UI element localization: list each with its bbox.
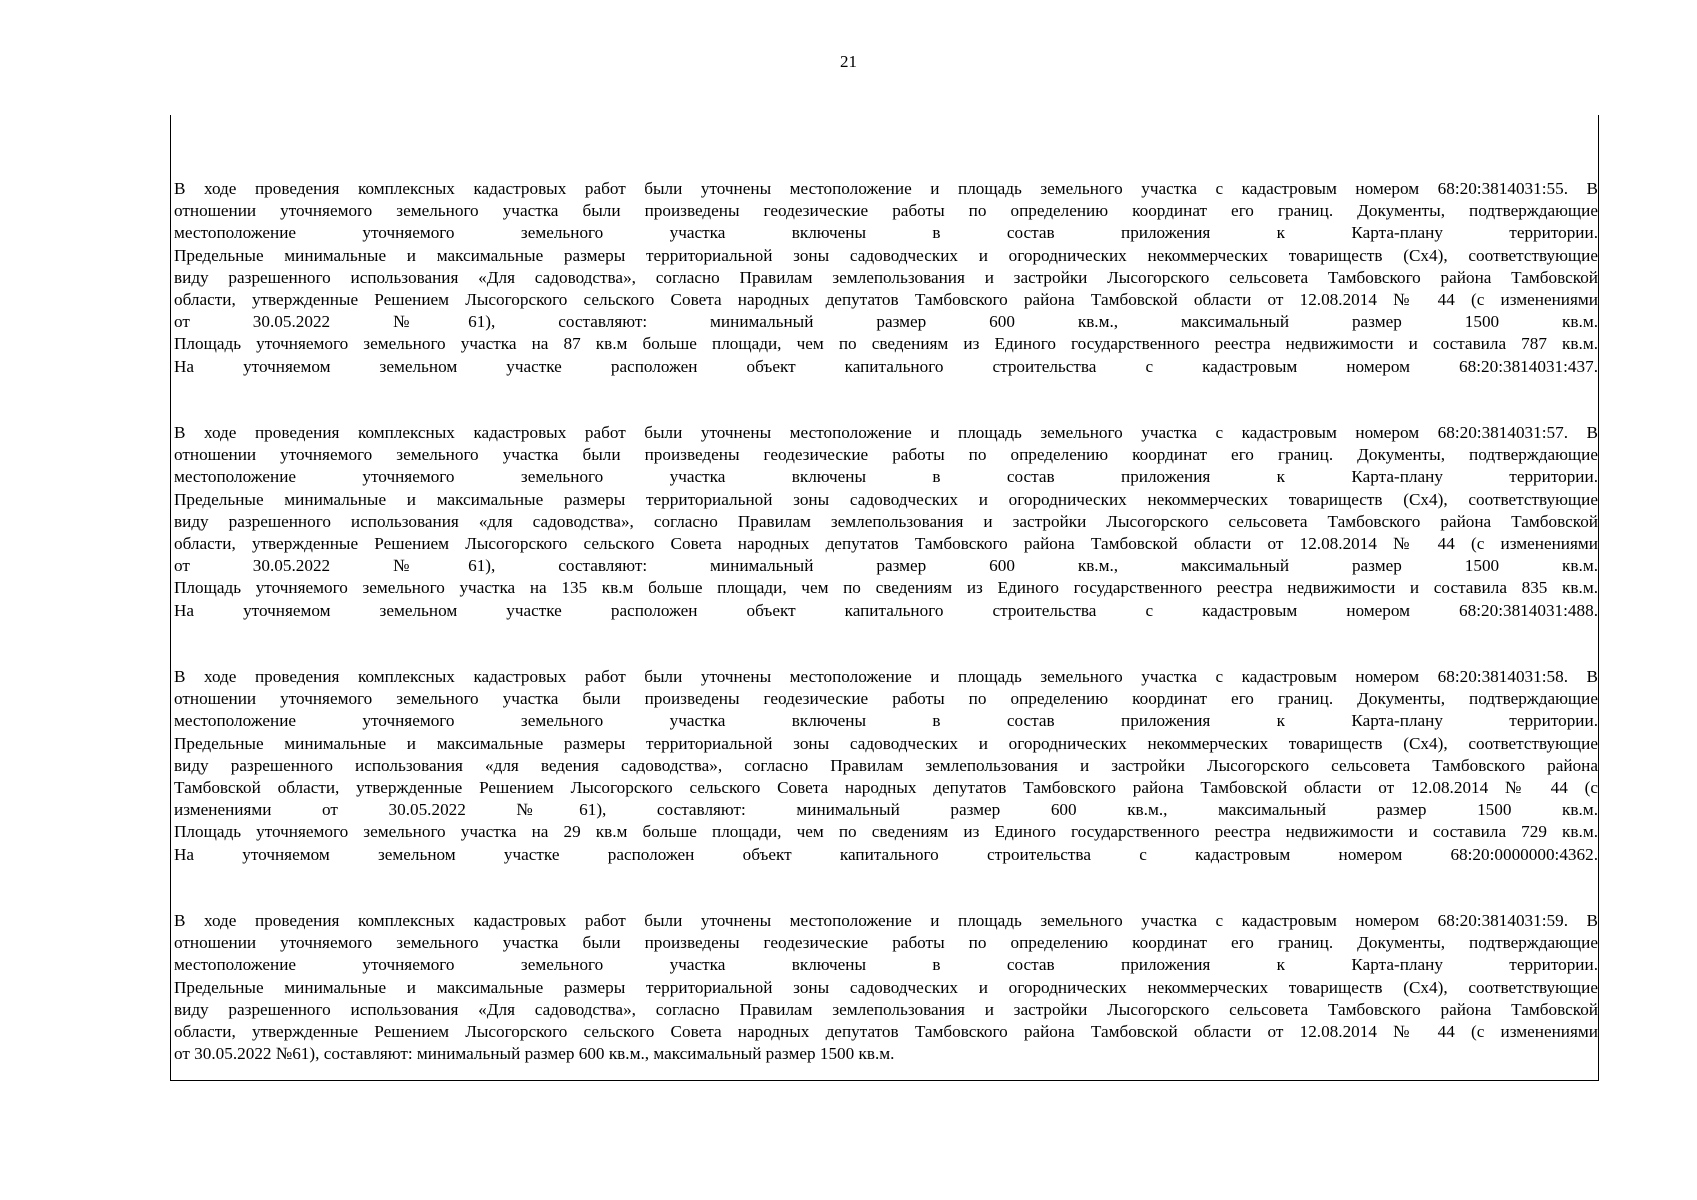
text-line: Предельные минимальные и максимальные размеры территориальной зоны садоводческих и огороднических некоммерческих товариществ (Сх4), соответствующие bbox=[174, 733, 1598, 753]
text-line: виду разрешенного использования «Для садоводства», согласно Правилам землепользования и застройки Лысогорского сельсовета Тамбовского района Тамбовской bbox=[174, 267, 1598, 287]
text-line: В ходе проведения комплексных кадастровых работ были уточнены местоположение и площадь земельного участка с кадастровым номером 68:20:3814031:57. В bbox=[174, 423, 1598, 442]
text-line: от 30.05.2022 №61), составляют: минимальный размер 600 кв.м., максимальный размер 1500 кв.м. bbox=[174, 556, 1598, 576]
paragraph-plot-55 bbox=[174, 178, 1598, 378]
text-line: виду разрешенного использования «для ведения садоводства», согласно Правилам землепользования и застройки Лысогорского сельсовета Тамбовского района bbox=[174, 755, 1598, 775]
text-line: местоположение уточняемого земельного участка включены в состав приложения к Карта-плану территории. bbox=[174, 955, 1598, 975]
text-line: Площадь уточняемого земельного участка на 135 кв.м больше площади, чем по сведениям из Единого государственного реестра недвижимости и составила 835 кв.м. bbox=[174, 578, 1598, 598]
text-line: местоположение уточняемого земельного участка включены в состав приложения к Карта-плану территории. bbox=[174, 467, 1598, 487]
text-line: виду разрешенного использования «для садоводства», согласно Правилам землепользования и застройки Лысогорского сельсовета Тамбовского района Тамбовской bbox=[174, 511, 1598, 531]
text-line: На уточняемом земельном участке расположен объект капитального строительства с кадастровым номером 68:20:3814031:488. bbox=[174, 600, 1598, 620]
text-line: В ходе проведения комплексных кадастровых работ были уточнены местоположение и площадь земельного участка с кадастровым номером 68:20:3814031:59. В bbox=[174, 911, 1598, 930]
text-line: области, утвержденные Решением Лысогорского сельского Совета народных депутатов Тамбовского района Тамбовской области от 12.08.2014 № 44 (с изменениями bbox=[174, 289, 1598, 309]
text-line: изменениями от 30.05.2022 №61), составляют: минимальный размер 600 кв.м., максимальный размер 1500 кв.м. bbox=[174, 800, 1598, 820]
text-line: от 30.05.2022 №61), составляют: минимальный размер 600 кв.м., максимальный размер 1500 кв.м. bbox=[174, 1044, 895, 1064]
text-line: Предельные минимальные и максимальные размеры территориальной зоны садоводческих и огороднических некоммерческих товариществ (Сх4), соответствующие bbox=[174, 245, 1598, 265]
page-number: 21 bbox=[840, 52, 857, 71]
text-line: области, утвержденные Решением Лысогорского сельского Совета народных депутатов Тамбовского района Тамбовской области от 12.08.2014 № 44 (с изменениями bbox=[174, 533, 1598, 553]
text-line: отношении уточняемого земельного участка были произведены геодезические работы по определению координат его границ. Документы, подтверждающие bbox=[174, 201, 1598, 221]
text-line: местоположение уточняемого земельного участка включены в состав приложения к Карта-плану территории. bbox=[174, 711, 1598, 731]
paragraph-plot-57 bbox=[174, 422, 1598, 622]
text-line: отношении уточняемого земельного участка были произведены геодезические работы по определению координат его границ. Документы, подтверждающие bbox=[174, 445, 1598, 465]
text-line: Площадь уточняемого земельного участка на 29 кв.м больше площади, чем по сведениям из Единого государственного реестра недвижимости и составила 729 кв.м. bbox=[174, 822, 1598, 842]
text-line: отношении уточняемого земельного участка были произведены геодезические работы по определению координат его границ. Документы, подтверждающие bbox=[174, 689, 1598, 709]
text-line: от 30.05.2022 №61), составляют: минимальный размер 600 кв.м., максимальный размер 1500 кв.м. bbox=[174, 312, 1598, 332]
text-line: отношении уточняемого земельного участка были произведены геодезические работы по определению координат его границ. Документы, подтверждающие bbox=[174, 933, 1598, 953]
text-line: Предельные минимальные и максимальные размеры территориальной зоны садоводческих и огороднических некоммерческих товариществ (Сх4), соответствующие bbox=[174, 489, 1598, 509]
text-line: На уточняемом земельном участке расположен объект капитального строительства с кадастровым номером 68:20:3814031:437. bbox=[174, 356, 1598, 376]
text-line: В ходе проведения комплексных кадастровых работ были уточнены местоположение и площадь земельного участка с кадастровым номером 68:20:3814031:55. В bbox=[174, 179, 1598, 198]
paragraph-plot-58 bbox=[174, 666, 1598, 866]
text-line: области, утвержденные Решением Лысогорского сельского Совета народных депутатов Тамбовского района Тамбовской области от 12.08.2014 № 44 (с изменениями bbox=[174, 1021, 1598, 1041]
text-line: виду разрешенного использования «Для садоводства», согласно Правилам землепользования и застройки Лысогорского сельсовета Тамбовского района Тамбовской bbox=[174, 999, 1598, 1019]
text-line: Предельные минимальные и максимальные размеры территориальной зоны садоводческих и огороднических некоммерческих товариществ (Сх4), соответствующие bbox=[174, 977, 1598, 997]
text-line: В ходе проведения комплексных кадастровых работ были уточнены местоположение и площадь земельного участка с кадастровым номером 68:20:3814031:58. В bbox=[174, 667, 1598, 686]
text-line: На уточняемом земельном участке расположен объект капитального строительства с кадастровым номером 68:20:0000000:4362. bbox=[174, 844, 1598, 864]
document-frame bbox=[170, 115, 1599, 1081]
text-line: Тамбовской области, утвержденные Решением Лысогорского сельского Совета народных депутатов Тамбовского района Тамбовской области от 12.08.2014 № 44 (с bbox=[174, 777, 1598, 797]
text-line: Площадь уточняемого земельного участка на 87 кв.м больше площади, чем по сведениям из Единого государственного реестра недвижимости и составила 787 кв.м. bbox=[174, 334, 1598, 354]
text-line: местоположение уточняемого земельного участка включены в состав приложения к Карта-плану территории. bbox=[174, 223, 1598, 243]
paragraph-plot-59 bbox=[174, 910, 1598, 1065]
